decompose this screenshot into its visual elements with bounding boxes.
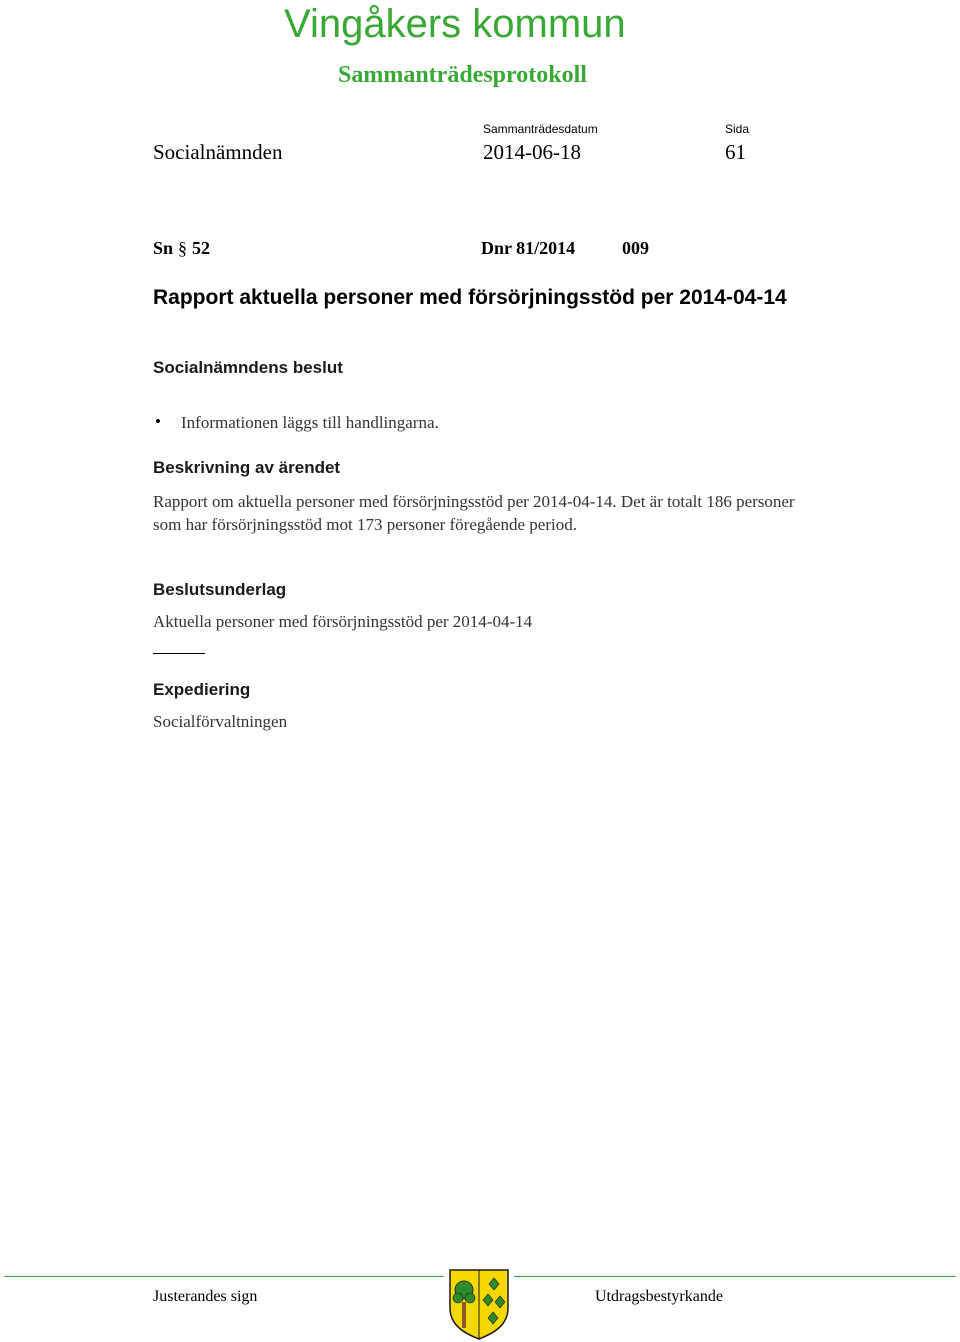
committee-name: Socialnämnden: [153, 140, 283, 164]
diary-number: Dnr 81/2014: [481, 238, 576, 258]
separator-line: [153, 653, 205, 654]
diary-code: 009: [622, 238, 649, 258]
section-number: [153, 238, 210, 259]
meeting-date: 2014-06-18: [483, 140, 581, 164]
municipality-name: Vingåkers kommun: [284, 2, 626, 46]
bullet-icon: •: [155, 412, 161, 431]
description-text: Rapport om aktuella personer med försörjningsstöd per 2014-04-14. Det är totalt 186 personer som har försörjningsstöd mot 173 personer föregående period.: [153, 492, 795, 534]
dispatch-heading: Expediering: [153, 680, 251, 699]
date-label: Sammanträdesdatum: [483, 122, 598, 136]
basis-text: Aktuella personer med försörjningsstöd per 2014-04-14: [153, 612, 533, 631]
crest-icon: [448, 1268, 510, 1340]
description-heading: Beskrivning av ärendet: [153, 458, 341, 477]
decision-heading: Socialnämndens beslut: [153, 358, 343, 377]
page-number: 61: [725, 140, 746, 164]
footer-rule-left: [4, 1276, 444, 1277]
decision-item: Informationen läggs till handlingarna.: [181, 413, 439, 432]
footer-certification-label: Utdragsbestyrkande: [595, 1288, 723, 1305]
section-value: 52: [192, 238, 211, 258]
document-type: Sammanträdesprotokoll: [338, 62, 587, 88]
footer-sign-label: Justerandes sign: [153, 1288, 258, 1305]
dispatch-text: Socialförvaltningen: [153, 712, 288, 731]
page-label: Sida: [725, 122, 750, 136]
footer-rule-right: [514, 1276, 956, 1277]
section-prefix: Sn: [153, 238, 174, 258]
section-sign: §: [178, 238, 188, 258]
basis-heading: Beslutsunderlag: [153, 580, 287, 599]
case-title: Rapport aktuella personer med försörjningsstöd per 2014-04-14: [153, 286, 787, 309]
